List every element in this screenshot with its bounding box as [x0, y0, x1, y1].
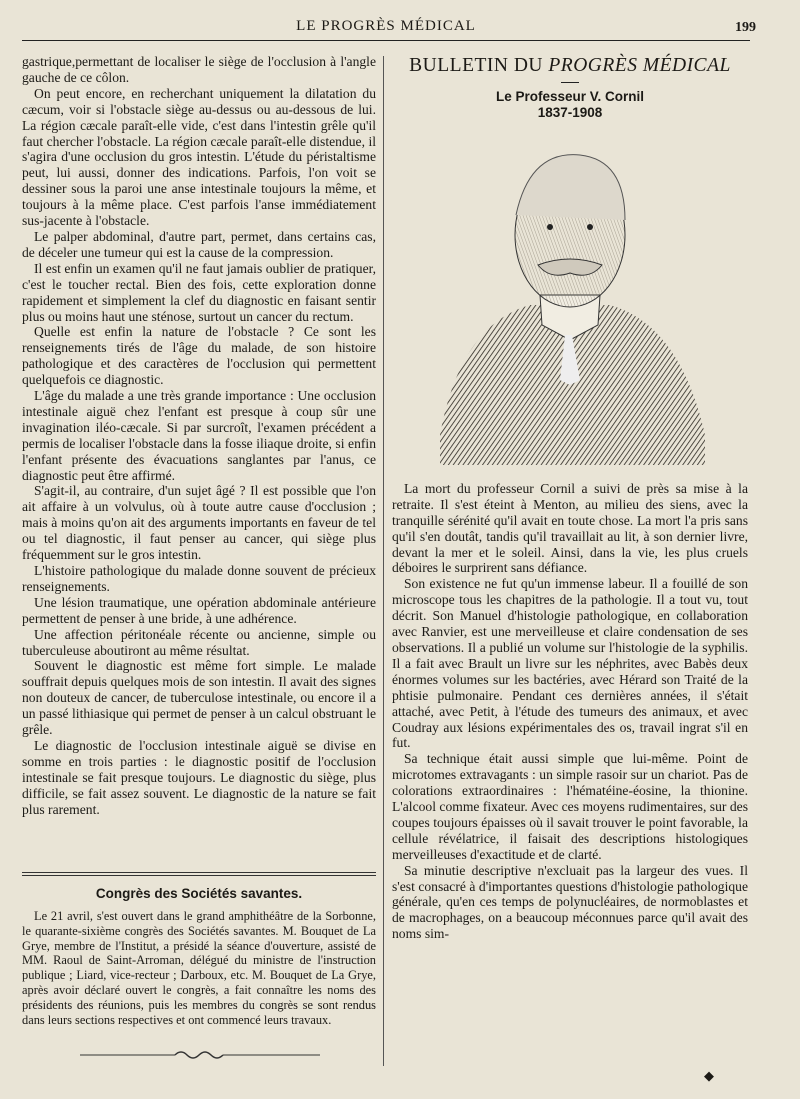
running-header [22, 18, 756, 41]
paragraph: Une affection péritonéale récente ou ancienne, simple ou tuberculeuse aboutiront au même résultat. [22, 626, 376, 658]
paragraph: Quelle est enfin la nature de l'obstacle ? Ce sont les renseignements tirés de l'âge du malade, de son histoire pathologique et des caractères de l'occlusion qui permettent quelquefois ce diagnostic. [22, 324, 376, 388]
paragraph: Souvent le diagnostic est même fort simple. Le malade souffrait depuis quelques mois de son intestin. Il avait des signes non douteux de cancer, de tuberculose intestinale, ou encore il a un passé lithiasique qui permet de penser à un calcul obstruant le grêle. [22, 658, 376, 738]
paragraph: Son existence ne fut qu'un immense labeur. Il a fouillé de son microscope tous les chapitres de la pathologie. Il a tout vu, tout décrit. Son Manuel d'histologie pathologique, en collaboration avec Ranvier, est une merveilleuse et claire condensation de ses observations. Il a publié un volume sur l'histologie de la syphilis. Il a fait avec Brault un livre sur les néphrites, avec Babès deux énormes volumes sur les bactéries, avec Hérard son Traité de la phtisie pulmonaire. Pendant ces dernières années, il s'était attaché, avec Petit, à l'étude des tumeurs des animaux, et avec Coudray aux lésions expérimentales des os, travail ingrat s'il en fut. [392, 576, 748, 751]
paragraph: gastrique,permettant de localiser le siège de l'occlusion à l'angle gauche de ce côlon. [22, 54, 376, 85]
paragraph: L'histoire pathologique du malade donne souvent de précieux renseignements. [22, 563, 376, 594]
paragraph: Sa minutie descriptive n'excluait pas la largeur des vues. Il s'est consacré à d'importantes questions d'histologie pathologique générale, qu'en ces temps de polynucléaires, de normoblastes et de macrophages, on a beaucoup méconnues parce qu'il avait des noms sim- [392, 862, 748, 942]
paragraph: La mort du professeur Cornil a suivi de près sa mise à la retraite. Il s'est éteint à Menton, au milieu des siens, avec la tranquille sérénité qu'il avait en toute chose. La mort l'a pris sans qu'il s'en doutât, tandis qu'il travaillait au lit, à son dernier livre, devant la mer et le soleil. Ainsi, dans la vie, les plus cruels déboires le surprirent sans défiance. [392, 480, 748, 576]
paragraph: On peut encore, en recherchant uniquement la dilatation du cæcum, voir si l'obstacle siège au-dessus ou au-dessous de lui. La région cæcale paraît-elle vide, c'est dans l'intestin grêle qu'il faut chercher l'obstacle. La région cæcale paraît-elle distendue, il s'agira d'une occlusion du gros intestin. L'étude du péristaltisme peut, lui aussi, donner des indications. Parfois, l'on voit se dessiner sous la paroi une anse intestinale toujours la même, et toujours à la même place. C'est parfois l'anse immédiatement sus-jacente à l'obstacle. [22, 85, 376, 229]
congres-title: Congrès des Sociétés savantes. [95, 886, 303, 901]
page-number: 199 [735, 20, 756, 35]
professor-dates: 1837-1908 [537, 104, 603, 120]
ornament-rule [80, 1048, 320, 1062]
paragraph: Une lésion traumatique, une opération abdominale antérieure permettent de penser à une bride, à une adhérence. [22, 594, 376, 626]
heading-rule [561, 82, 579, 83]
bulletin-heading: BULLETIN DU PROGRÈS MÉDICAL [409, 55, 731, 76]
section-rule [22, 872, 376, 876]
paragraph: L'âge du malade a une très grande importance : Une occlusion intestinale aiguë chez l'enfant est presque à coup sûr une invagination iléo-cæcale. Si par surcroît, l'examen précédent a permis de localiser l'obstacle dans la fosse iliaque droite, si enfin l'enfant présente des évacuations sanglantes par l'anus, ce diagnostic peut être affirmé. [22, 388, 376, 483]
paragraph: Sa technique était aussi simple que lui-même. Point de microtomes extravagants : un simple rasoir sur un chariot. Pas de colorations extraordinaires : l'hématéine-éosine, la thionine. L'alcool comme fixateur. Avec ces moyens rudimentaires, sur des coupes toujours épaisses où il savait trouver le point favorable, la cellule révélatrice, il faisait des descriptions histologiques merveilleuses d'exactitude et de clarté. [392, 751, 748, 862]
professor-name: Le Professeur V. Cornil [495, 88, 645, 104]
end-ornament-icon: ◆ [704, 1068, 714, 1083]
paragraph: Le diagnostic de l'occlusion intestinale aiguë se divise en somme en trois parties : le diagnostic positif de l'occlusion intestinale se fait presque toujours. Le diagnostic du siège, plus difficile, se fait assez souvent. Le diagnostic de la nature se fait plus rarement. [22, 737, 376, 817]
right-column [392, 56, 748, 942]
column-divider [383, 56, 384, 1066]
journal-title: LE PROGRÈS MÉDICAL [296, 18, 476, 34]
paragraph: Il est enfin un examen qu'il ne faut jamais oublier de pratiquer, c'est le toucher rectal. Bien des fois, cette exploration donne rapidement et simplement la clef du diagnostic en faisant sentir plus ou moins haut une sténose, surtout un cancer du rectum. [22, 260, 376, 324]
paragraph: S'agit-il, au contraire, d'un sujet âgé ? Il est possible que l'on ait affaire à un volvulus, où à toute autre cause d'occlusion ; mais à moins qu'on ait des arguments importants en faveur de tel ou tel diagnostic, il faut penser au cancer, qui siège plus fréquemment sur le gros intestin. [22, 483, 376, 563]
left-column [22, 54, 376, 818]
congres-section [22, 872, 376, 1027]
congres-text: Le 21 avril, s'est ouvert dans le grand amphithéâtre de la Sorbonne, le quarante-sixième congrès des Sociétés savantes. M. Bouquet de La Grye, membre de l'Institut, a présidé la séance d'ouverture, assisté de MM. Raoul de Saint-Arroman, délégué du ministre de l'instruction publique ; Liard, vice-recteur ; Darboux, etc. M. Bouquet de La Grye, après avoir déclaré ouvert le congrès, a fait connaître les noms des présidents des réunions, puis les membres du congrès se sont rendus dans leurs sections respectives et ont commencé leurs travaux. [22, 909, 376, 1027]
paragraph: Le palper abdominal, d'autre part, permet, dans certains cas, de déceler une tumeur qui est la cause de la compression. [22, 228, 376, 260]
portrait-engraving [420, 135, 720, 465]
